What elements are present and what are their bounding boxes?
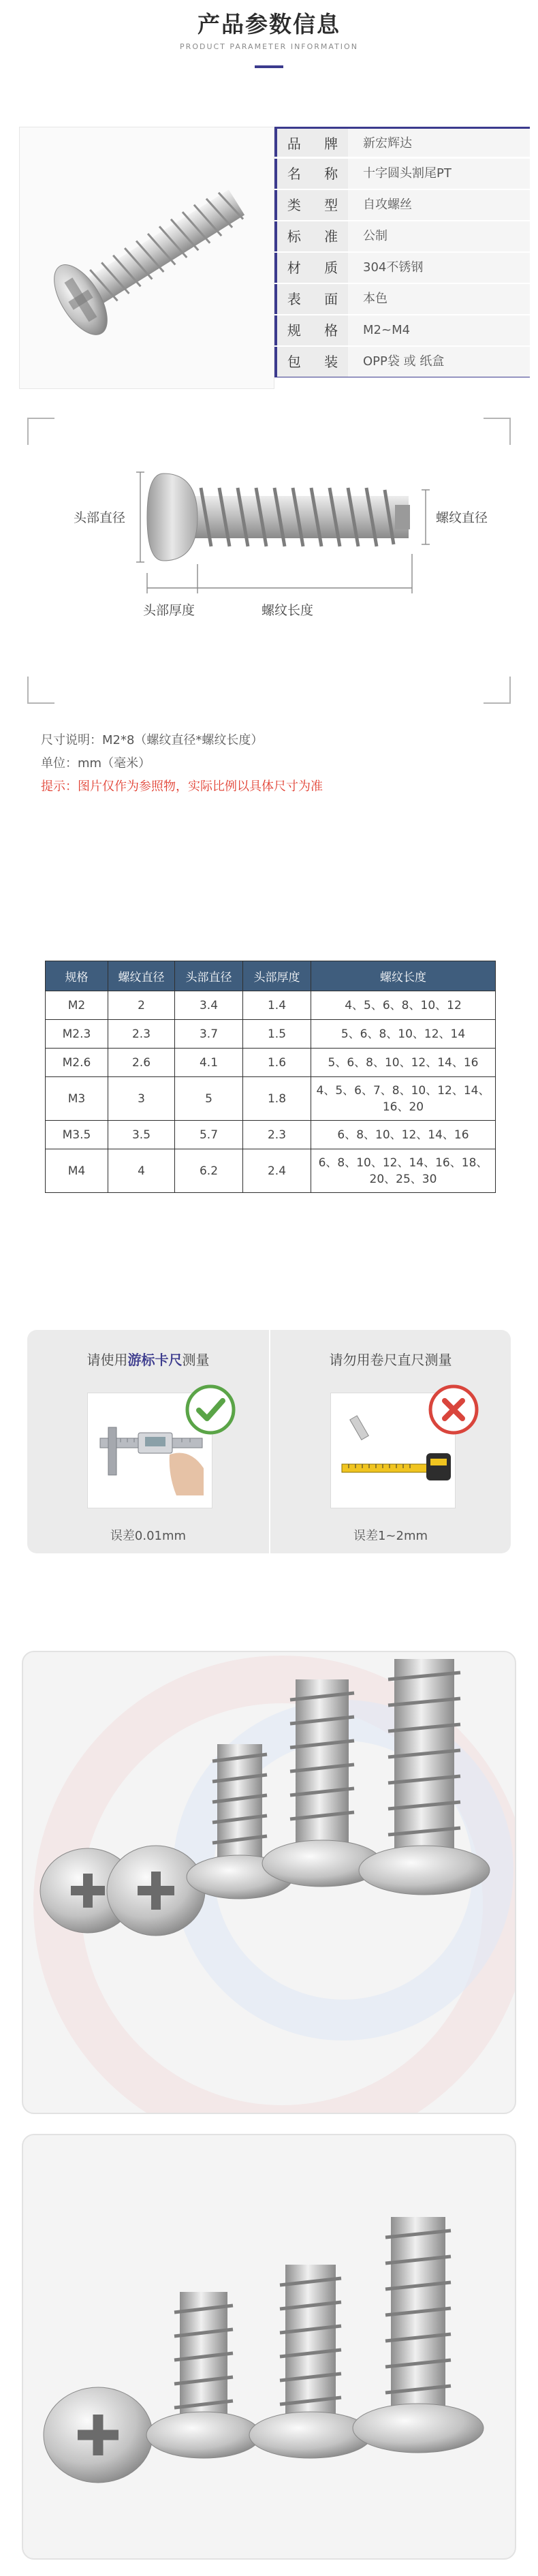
table-cell: M3.5 xyxy=(46,1121,108,1149)
table-cell: 1.5 xyxy=(243,1020,311,1049)
caliper-title xyxy=(27,1349,269,1369)
param-label: 标 准 xyxy=(274,221,348,251)
check-icon xyxy=(185,1384,236,1435)
table-row xyxy=(46,1121,496,1149)
table-cell: 6.2 xyxy=(175,1149,243,1193)
page-title: 产品参数信息 xyxy=(197,11,341,37)
table-cell: M2.6 xyxy=(46,1049,108,1077)
table-cell: 5、6、8、10、12、14 xyxy=(311,1020,496,1049)
table-row xyxy=(46,991,496,1020)
table-row xyxy=(46,1149,496,1193)
caliper-caption: 误差0.01mm xyxy=(110,1529,187,1543)
param-value: 304不锈钢 xyxy=(348,253,530,283)
cross-icon xyxy=(428,1384,479,1435)
caliper-title-prefix: 请使用 xyxy=(86,1352,128,1368)
tape-title: 请勿用卷尺直尺测量 xyxy=(329,1352,452,1368)
spec-header-row xyxy=(46,961,496,991)
param-value: 本色 xyxy=(348,284,530,314)
table-cell: 3.7 xyxy=(175,1020,243,1049)
param-label: 规 格 xyxy=(274,315,348,345)
table-cell: 4、5、6、7、8、10、12、14、16、20 xyxy=(311,1077,496,1121)
section-header xyxy=(0,0,538,75)
spec-header-cell: 螺纹直径 xyxy=(108,961,175,991)
tape-caption: 误差1~2mm xyxy=(353,1529,428,1543)
param-label: 名 称 xyxy=(274,159,348,189)
size-notes xyxy=(41,729,518,798)
param-value: 公制 xyxy=(348,221,530,251)
table-cell: 5 xyxy=(175,1077,243,1121)
table-cell: 6、8、10、12、14、16、18、20、25、30 xyxy=(311,1149,496,1193)
size-note: 尺寸说明：M2*8（螺纹直径*螺纹长度） xyxy=(41,733,264,747)
screws-photo-2 xyxy=(23,2135,516,2560)
table-cell: 3.4 xyxy=(175,991,243,1020)
page-subtitle: PRODUCT PARAMETER INFORMATION xyxy=(180,42,358,51)
table-cell: 1.8 xyxy=(243,1077,311,1121)
param-row xyxy=(274,315,530,346)
param-row xyxy=(274,221,530,252)
caliper-title-suffix: 测量 xyxy=(182,1352,210,1368)
unit-note: 单位：mm（毫米） xyxy=(41,756,151,771)
screw-illustration xyxy=(20,127,275,390)
param-value: M2~M4 xyxy=(348,315,530,345)
table-row xyxy=(46,1020,496,1049)
label-thread-diameter: 螺纹直径 xyxy=(436,510,488,525)
dimension-diagram xyxy=(27,418,511,704)
tip-note: 提示：图片仅作为参照物，实际比例以具体尺寸为准 xyxy=(41,779,323,794)
param-value: OPP袋 或 纸盒 xyxy=(348,347,530,377)
table-cell: M2 xyxy=(46,991,108,1020)
param-row xyxy=(274,284,530,315)
param-label: 表 面 xyxy=(274,284,348,314)
param-label: 类 型 xyxy=(274,190,348,220)
title-underline xyxy=(255,65,283,68)
param-row xyxy=(274,347,530,377)
param-value: 自攻螺丝 xyxy=(348,190,530,220)
param-value: 十字圆头割尾PT xyxy=(348,159,530,189)
table-cell: M4 xyxy=(46,1149,108,1193)
product-parameters xyxy=(19,127,530,389)
param-row xyxy=(274,190,530,221)
spec-header-cell: 规格 xyxy=(46,961,108,991)
spec-header-cell: 头部直径 xyxy=(175,961,243,991)
caliper-column xyxy=(27,1330,269,1553)
spec-header-cell: 头部厚度 xyxy=(243,961,311,991)
table-cell: 5、6、8、10、12、14、16 xyxy=(311,1049,496,1077)
table-cell: 6、8、10、12、14、16 xyxy=(311,1121,496,1149)
table-cell: M2.3 xyxy=(46,1020,108,1049)
table-row xyxy=(46,1077,496,1121)
spec-table xyxy=(45,961,496,1193)
parameter-table xyxy=(274,127,530,389)
label-head-thickness: 头部厚度 xyxy=(143,603,195,618)
product-photo-panel xyxy=(22,2134,516,2560)
table-cell: 4 xyxy=(108,1149,175,1193)
table-cell: 4、5、6、8、10、12 xyxy=(311,991,496,1020)
screw-side-view xyxy=(27,418,511,704)
table-cell: 3 xyxy=(108,1077,175,1121)
product-image xyxy=(19,127,274,389)
product-photo-panel xyxy=(22,1651,516,2114)
table-cell: 2.6 xyxy=(108,1049,175,1077)
spec-header-cell: 螺纹长度 xyxy=(311,961,496,991)
tape-column xyxy=(269,1330,511,1553)
table-cell: M3 xyxy=(46,1077,108,1121)
screws-photo-1 xyxy=(23,1652,516,2114)
label-thread-length: 螺纹长度 xyxy=(262,603,314,618)
label-head-diameter: 头部直径 xyxy=(74,510,126,525)
table-cell: 5.7 xyxy=(175,1121,243,1149)
table-cell: 2.3 xyxy=(108,1020,175,1049)
table-cell: 2.4 xyxy=(243,1149,311,1193)
param-label: 材 质 xyxy=(274,253,348,283)
table-cell: 1.6 xyxy=(243,1049,311,1077)
measurement-guide xyxy=(27,1330,511,1553)
table-cell: 3.5 xyxy=(108,1121,175,1149)
table-cell: 1.4 xyxy=(243,991,311,1020)
param-row xyxy=(274,159,530,189)
table-cell: 2 xyxy=(108,991,175,1020)
param-value: 新宏辉达 xyxy=(348,127,530,157)
table-cell: 2.3 xyxy=(243,1121,311,1149)
caliper-title-highlight: 游标卡尺 xyxy=(127,1352,183,1368)
table-row xyxy=(46,1049,496,1077)
param-row xyxy=(274,127,530,157)
param-row xyxy=(274,253,530,283)
table-cell: 4.1 xyxy=(175,1049,243,1077)
param-label: 品 牌 xyxy=(274,127,348,157)
param-label: 包 装 xyxy=(274,347,348,377)
